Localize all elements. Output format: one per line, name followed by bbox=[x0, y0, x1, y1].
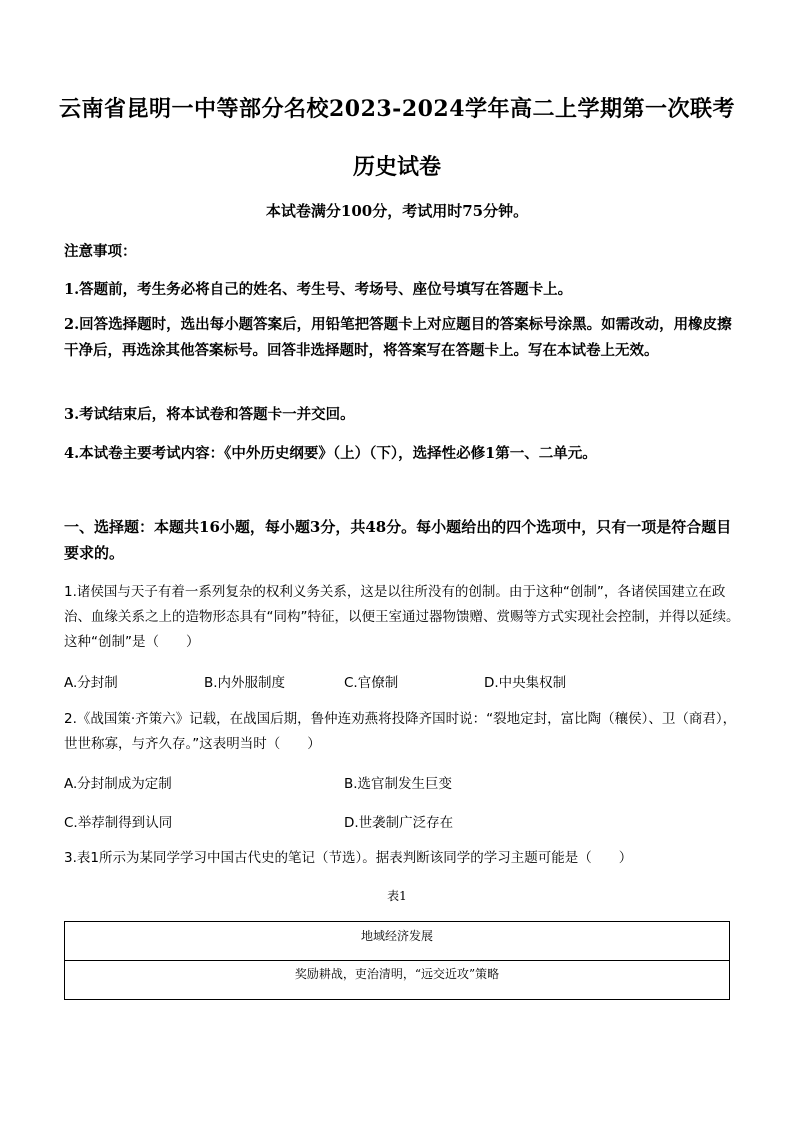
q1-option-b: B.内外服制度 bbox=[204, 675, 286, 691]
question-1-stem: 1.诸侯国与天子有着一系列复杂的权利义务关系，这是以往所没有的创制。由于这种“创制”，各诸侯国建立在政治、血缘关系之上的造物形态具有“同构”特征，以便王室通过器物馈赠、赏赐等方式实现社会控制，并得以延续。这种“创制”是（ ） bbox=[64, 584, 740, 650]
q2-option-c: C.举荐制得到认同 bbox=[64, 815, 173, 831]
note-item-2: 2.回答选择题时，选出每小题答案后，用铅笔把答题卡上对应题目的答案标号涂黑。如需改动，用橡皮擦干净后，再选涂其他答案标号。回答非选择题时，将答案写在答题卡上。写在本试卷上无效。 bbox=[64, 316, 732, 359]
notes-table bbox=[64, 921, 730, 1000]
exam-info: 本试卷满分100分，考试用时75分钟。 bbox=[265, 202, 529, 220]
note-item-3: 3.考试结束后，将本试卷和答题卡一并交回。 bbox=[64, 406, 355, 423]
exam-subtitle: 历史试卷 bbox=[352, 154, 441, 180]
note-item-4: 4.本试卷主要考试内容：《中外历史纲要》（上）（下），选择性必修1第一、二单元。 bbox=[64, 445, 597, 462]
q2-option-a: A.分封制成为定制 bbox=[64, 776, 172, 792]
q1-option-c: C.官僚制 bbox=[344, 675, 399, 691]
question-2-stem: 2.《战国策·齐策六》记载，在战国后期，鲁仲连劝燕将投降齐国时说：“裂地定封，富比陶（穰侯）、卫（商君），世世称寡，与齐久存。”这表明当时（ ） bbox=[64, 711, 737, 752]
note-item-1: 1.答题前，考生务必将自己的姓名、考生号、考场号、座位号填写在答题卡上。 bbox=[64, 281, 573, 298]
exam-title: 云南省昆明一中等部分名校2023-2024学年高二上学期第一次联考 bbox=[58, 96, 736, 122]
table-row: 奖励耕战，吏治清明，“远交近攻”策略 bbox=[294, 967, 500, 981]
q1-option-a: A.分封制 bbox=[64, 675, 118, 691]
q1-option-d: D.中央集权制 bbox=[484, 675, 567, 691]
q2-option-b: B.选官制发生巨变 bbox=[344, 776, 453, 792]
question-3-stem: 3.表1所示为某同学学习中国古代史的笔记（节选）。据表判断该同学的学习主题可能是（ ） bbox=[64, 850, 633, 866]
table-caption: 表1 bbox=[387, 889, 407, 903]
q2-option-d: D.世袭制广泛存在 bbox=[344, 815, 454, 831]
section-heading: 一、选择题：本题共16小题，每小题3分，共48分。每小题给出的四个选项中，只有一项是符合题目要求的。 bbox=[64, 518, 732, 562]
table-row: 地域经济发展 bbox=[65, 922, 729, 961]
notes-heading: 注意事项： bbox=[64, 243, 137, 260]
